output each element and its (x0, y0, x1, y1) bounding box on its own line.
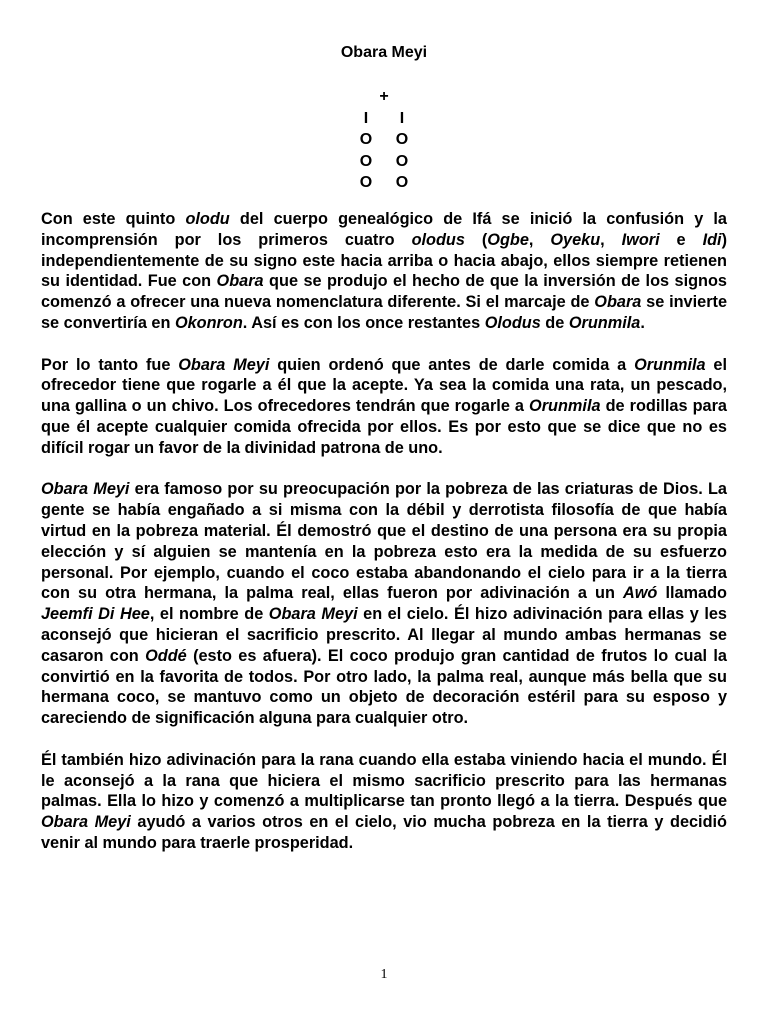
text-run: . (640, 313, 645, 332)
text-run: se invierte se convertiría en (41, 293, 728, 332)
paragraph (41, 209, 727, 334)
sign-mark-left: O (359, 174, 373, 191)
sign-mark-left: I (363, 109, 369, 127)
sign-mark-left: O (359, 131, 373, 148)
italic-term: Orunmila (529, 397, 601, 416)
italic-term: Awó (622, 584, 658, 603)
page-title: Obara Meyi (340, 44, 428, 61)
sign-top-mark: + (379, 88, 389, 105)
sign-mark-right: O (395, 174, 409, 191)
text-run: llamado (657, 584, 727, 603)
italic-term: Ogbe (487, 230, 529, 249)
sign-row (334, 151, 434, 173)
body-text (41, 209, 727, 854)
paragraph (41, 750, 727, 854)
italic-term: Obara Meyi (41, 813, 131, 832)
paragraph (41, 355, 727, 459)
text-run: Con este quinto (41, 210, 186, 228)
text-run: , el nombre de (149, 605, 269, 624)
sign-row (334, 108, 434, 130)
text-run: el ofrecedor tiene que rogarle a él que la acepte. Ya sea la comida una rata, un pescado, una gallina o un chivo. Los ofrecedores tendrán que rogarle a (41, 355, 727, 416)
italic-term: Obara Meyi (41, 480, 130, 499)
sign-row (334, 129, 434, 151)
ifa-sign-figure (334, 86, 434, 194)
sign-top-row (334, 86, 434, 108)
italic-term: Olodus (484, 313, 541, 332)
italic-term: Jeemfi Di Hee (41, 605, 150, 624)
italic-term: Obara Meyi (178, 355, 270, 374)
text-run: (esto es afuera). El coco produjo gran cantidad de frutos lo cual la convirtió en la favorita de todos. Por otro lado, la palma real, aunque más bella que su hermana coco, se mantuvo como un objeto de decoración estéril para su esposo y careciendo de significación alguna para cualquier otro. (41, 646, 727, 728)
italic-term: Idi (702, 230, 722, 249)
text-run: , (600, 230, 622, 249)
text-run: de rodillas para que él acepte cualquier comida ofrecida por ellos. Es por esto que se dice que no es difícil rogar un favor de la divinidad patrona de uno. (41, 397, 727, 457)
text-run: Él también hizo adivinación para la rana cuando ella estaba viniendo hacia el mundo. Él le aconsejó a la rana que hiciera el mismo sacrificio prescrito para las hermanas palmas. Ella lo hizo y comenzó a multiplicarse tan pronto llegó a la tierra. Después que (41, 750, 727, 811)
italic-term: Obara (216, 272, 264, 291)
italic-term: Orunmila (568, 313, 641, 332)
text-run: Por lo tanto fue (41, 355, 179, 374)
paragraph (41, 479, 727, 729)
sign-mark-right: O (395, 152, 409, 170)
sign-mark-right: I (399, 109, 405, 127)
italic-term: olodu (185, 210, 230, 228)
italic-term: Oyeku (550, 230, 601, 249)
text-run: , (528, 230, 551, 249)
page-number: 1 (380, 967, 388, 982)
italic-term: Iwori (621, 230, 660, 249)
italic-term: olodus (411, 230, 465, 249)
text-run: ( (464, 230, 488, 249)
italic-term: Oddé (145, 646, 187, 665)
italic-term: Obara (594, 293, 642, 312)
italic-term: Orunmila (634, 355, 706, 374)
text-run: era famoso por su preocupación por la pobreza de las criaturas de Dios. La gente se había engañado a si misma con la débil y derrotista filosofía de que había virtud en la pobreza material. Él demostró que el destino de una persona era su propia elección y sí alguien se mantenía en la pobreza esto era la medida de su esfuerzo personal. Por ejemplo, cuando el coco estaba abandonando el cielo para ir a la tierra con su otra hermana, la palma real, ellas fueron por adivinación a un (41, 480, 727, 603)
text-run: que se produjo el hecho de que la inversión de los signos comenzó a ofrecer una nueva nomenclatura diferente. Si el marcaje de (41, 272, 727, 312)
text-run: del cuerpo genealógico de Ifá se inició la confusión y la incomprensión por los primeros cuatro (41, 210, 727, 249)
text-run: ) independientemente de su signo este hacia arriba o hacia abajo, ellos siempre retienen su identidad. Fue con (41, 230, 727, 291)
text-run: ayudó a varios otros en el cielo, vio mucha pobreza en la tierra y decidió venir al mundo para traerle prosperidad. (41, 813, 727, 852)
italic-term: Okonron (174, 313, 243, 332)
text-run: quien ordenó que antes de darle comida a (269, 355, 635, 374)
text-run: en el cielo. Él hizo adivinación para ellas y les aconsejó que hicieran el sacrificio prescrito. Al llegar al mundo ambas hermanas se casaron con (41, 605, 727, 665)
italic-term: Obara Meyi (268, 605, 358, 624)
text-run: e (659, 230, 703, 249)
sign-mark-left: O (359, 152, 373, 170)
sign-row (334, 172, 434, 194)
text-run: . Así es con los once restantes (242, 313, 485, 332)
sign-mark-right: O (395, 131, 409, 148)
text-run: de (540, 313, 569, 332)
